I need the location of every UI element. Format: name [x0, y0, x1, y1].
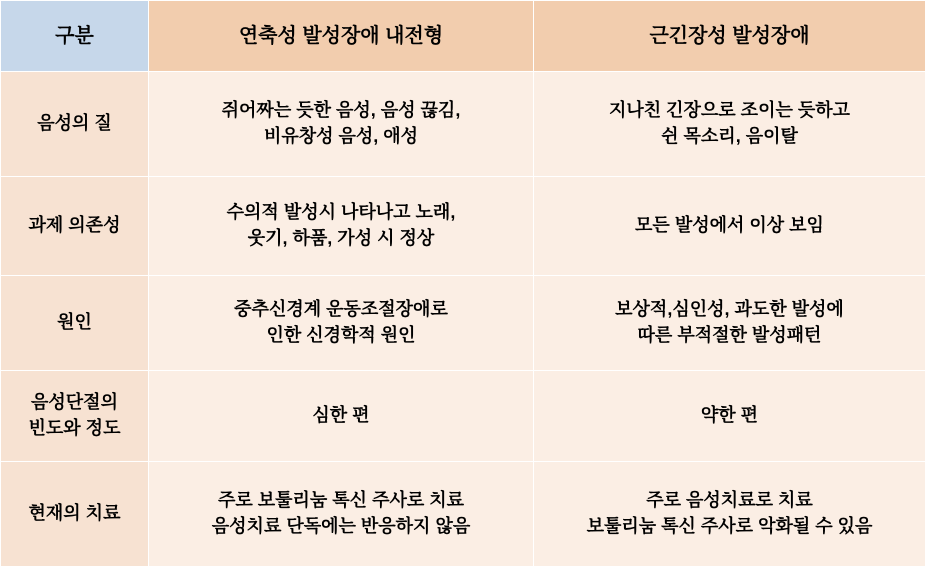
row-label-voice-break — [1, 371, 149, 462]
cell-current-treatment-col1 — [149, 462, 534, 567]
cell-voice-break-col2 — [534, 371, 925, 462]
cell-line: 수의적 발성시 나타나고 노래, — [155, 200, 527, 226]
row-label-line: 음성단절의 — [7, 390, 142, 416]
cell-line: 지나친 긴장으로 조이는 듯하고 — [540, 98, 919, 124]
cell-voice-quality-col1 — [149, 72, 534, 177]
cell-task-dependency-col2 — [534, 177, 925, 276]
row-label-line: 원인 — [7, 310, 142, 336]
header-cell-column-1: 연축성 발성장애 내전형 — [149, 1, 534, 72]
cell-voice-break-col1 — [149, 371, 534, 462]
header-cell-label: 구분 — [1, 1, 149, 72]
cell-line: 모든 발성에서 이상 보임 — [540, 213, 919, 239]
cell-line: 비유창성 음성, 애성 — [155, 124, 527, 150]
cell-line: 중추신경계 운동조절장애로 — [155, 297, 527, 323]
cell-line: 주로 음성치료로 치료 — [540, 488, 919, 514]
cell-line: 보툴리눔 톡신 주사로 악화될 수 있음 — [540, 514, 919, 540]
cell-current-treatment-col2 — [534, 462, 925, 567]
cell-line: 웃기, 하품, 가성 시 정상 — [155, 226, 527, 252]
cell-voice-quality-col2 — [534, 72, 925, 177]
cell-cause-col2 — [534, 276, 925, 371]
header-row — [1, 1, 925, 72]
row-label-line: 빈도와 정도 — [7, 416, 142, 442]
row-label-line: 현재의 치료 — [7, 501, 142, 527]
table-row — [1, 72, 925, 177]
header-cell-column-2: 근긴장성 발성장애 — [534, 1, 925, 72]
cell-line: 음성치료 단독에는 반응하지 않음 — [155, 514, 527, 540]
row-label-voice-quality — [1, 72, 149, 177]
cell-line: 심한 편 — [155, 403, 527, 429]
cell-line: 인한 신경학적 원인 — [155, 323, 527, 349]
cell-line: 주로 보툴리눔 톡신 주사로 치료 — [155, 488, 527, 514]
row-label-current-treatment — [1, 462, 149, 567]
row-label-task-dependency — [1, 177, 149, 276]
table-row — [1, 276, 925, 371]
row-label-cause — [1, 276, 149, 371]
table-row — [1, 462, 925, 567]
table-row — [1, 371, 925, 462]
table-row — [1, 177, 925, 276]
cell-line: 쉰 목소리, 음이탈 — [540, 124, 919, 150]
row-label-line: 음성의 질 — [7, 111, 142, 137]
table-header — [1, 1, 925, 72]
cell-task-dependency-col1 — [149, 177, 534, 276]
cell-line: 약한 편 — [540, 403, 919, 429]
table-body — [1, 72, 925, 567]
cell-line: 보상적,심인성, 과도한 발성에 — [540, 297, 919, 323]
cell-line: 쥐어짜는 듯한 음성, 음성 끊김, — [155, 98, 527, 124]
row-label-line: 과제 의존성 — [7, 213, 142, 239]
cell-cause-col1 — [149, 276, 534, 371]
cell-line: 따른 부적절한 발성패턴 — [540, 323, 919, 349]
